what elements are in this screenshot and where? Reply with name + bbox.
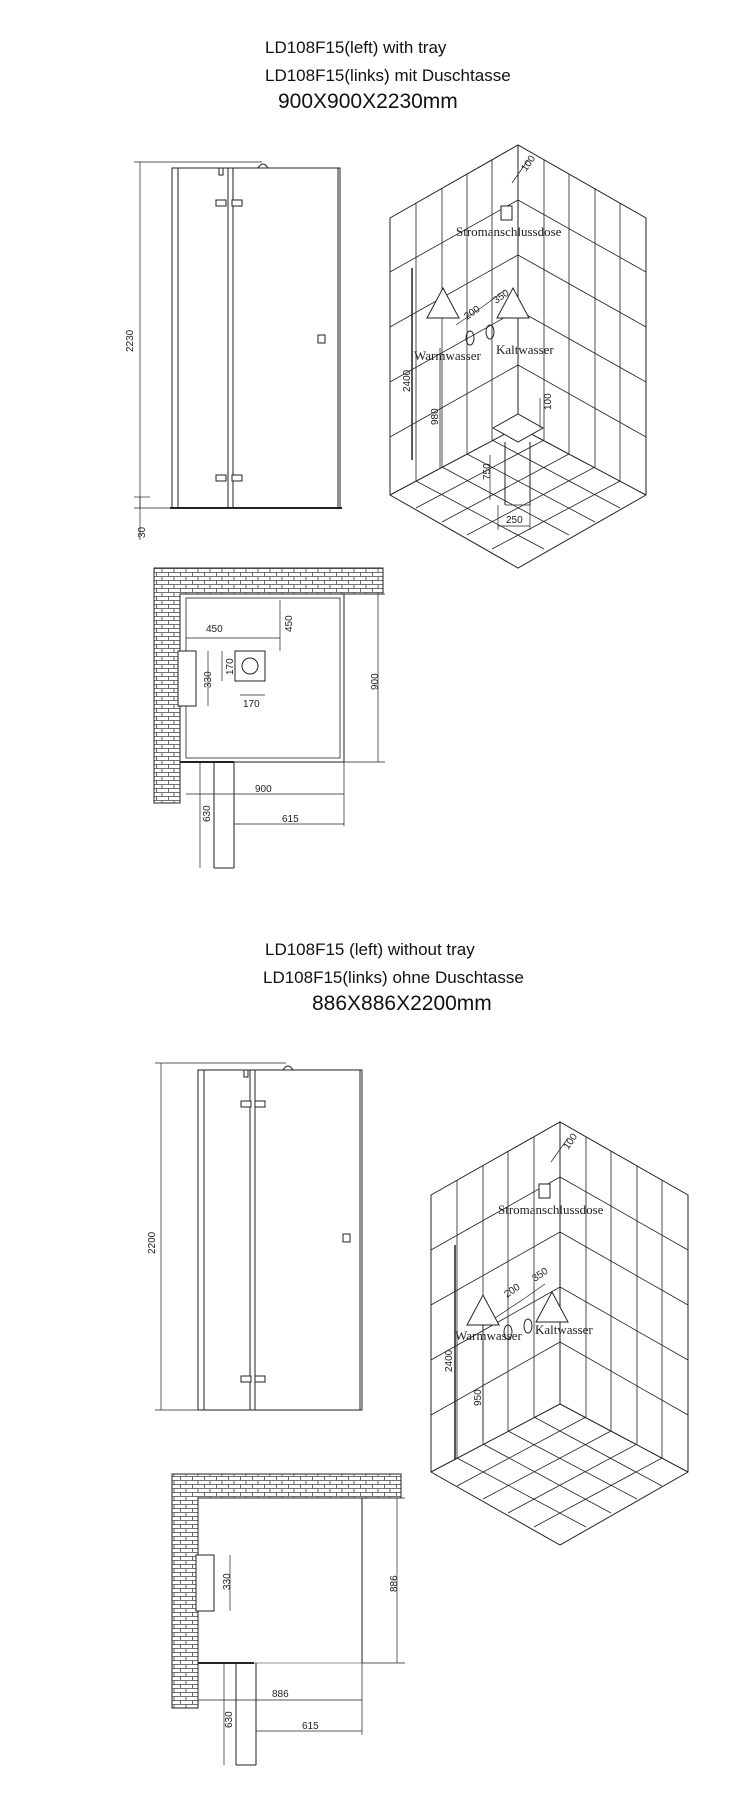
dim-900-vertical: 900 — [370, 673, 381, 690]
dim-350-2: 350 — [530, 1265, 551, 1285]
dim-100-drain: 100 — [543, 393, 554, 410]
dim-height-2230: 2230 — [125, 329, 136, 352]
dim-170-horizontal: 170 — [243, 699, 260, 710]
dim-200: 200 — [462, 303, 483, 323]
dim-615: 615 — [282, 814, 299, 825]
dim-2400: 2400 — [402, 369, 413, 392]
dim-height-2200: 2200 — [147, 1231, 158, 1254]
label-cold-water-2: Kaltwasser — [535, 1322, 593, 1337]
plan-view-with-tray — [154, 568, 385, 868]
dim-900-horizontal: 900 — [255, 784, 272, 795]
dim-886-horizontal: 886 — [272, 1689, 289, 1700]
size-with-tray: 900X900X2230mm — [278, 90, 458, 113]
elevation-view-without-tray — [155, 1063, 362, 1410]
dim-200-2: 200 — [502, 1281, 523, 1301]
dim-750: 750 — [482, 463, 493, 480]
title-with-tray-de: LD108F15(links) mit Duschtasse — [265, 66, 511, 85]
label-warm-water: Warmwasser — [414, 348, 481, 363]
size-without-tray: 886X886X2200mm — [312, 992, 492, 1015]
dim-630-2: 630 — [224, 1711, 235, 1728]
label-socket-2: Stromanschlussdose — [498, 1202, 604, 1217]
dim-330-2: 330 — [222, 1573, 233, 1590]
label-warm-water-2: Warmwasser — [455, 1328, 522, 1343]
elevation-view-with-tray — [134, 162, 342, 540]
dim-2400-2: 2400 — [444, 1349, 455, 1372]
dim-170-vertical: 170 — [225, 658, 236, 675]
title-with-tray-en: LD108F15(left) with tray — [265, 38, 447, 57]
dim-950: 950 — [473, 1389, 484, 1406]
dim-100-top-2: 100 — [561, 1131, 581, 1152]
title-without-tray-en: LD108F15 (left) without tray — [265, 940, 475, 959]
label-socket: Stromanschlussdose — [456, 224, 562, 239]
dim-886-vertical: 886 — [389, 1575, 400, 1592]
dim-980: 980 — [430, 408, 441, 425]
label-cold-water: Kaltwasser — [496, 342, 554, 357]
dim-450-vertical: 450 — [284, 615, 295, 632]
dim-tray-30: 30 — [137, 526, 148, 538]
dim-450-horizontal: 450 — [206, 624, 223, 635]
plan-view-without-tray — [172, 1474, 405, 1765]
dim-630: 630 — [202, 805, 213, 822]
title-without-tray-de: LD108F15(links) ohne Duschtasse — [263, 968, 524, 987]
dim-615-2: 615 — [302, 1721, 319, 1732]
dim-100-top: 100 — [519, 153, 539, 174]
dim-350: 350 — [491, 287, 512, 307]
dim-330: 330 — [203, 671, 214, 688]
dim-250: 250 — [506, 515, 523, 526]
